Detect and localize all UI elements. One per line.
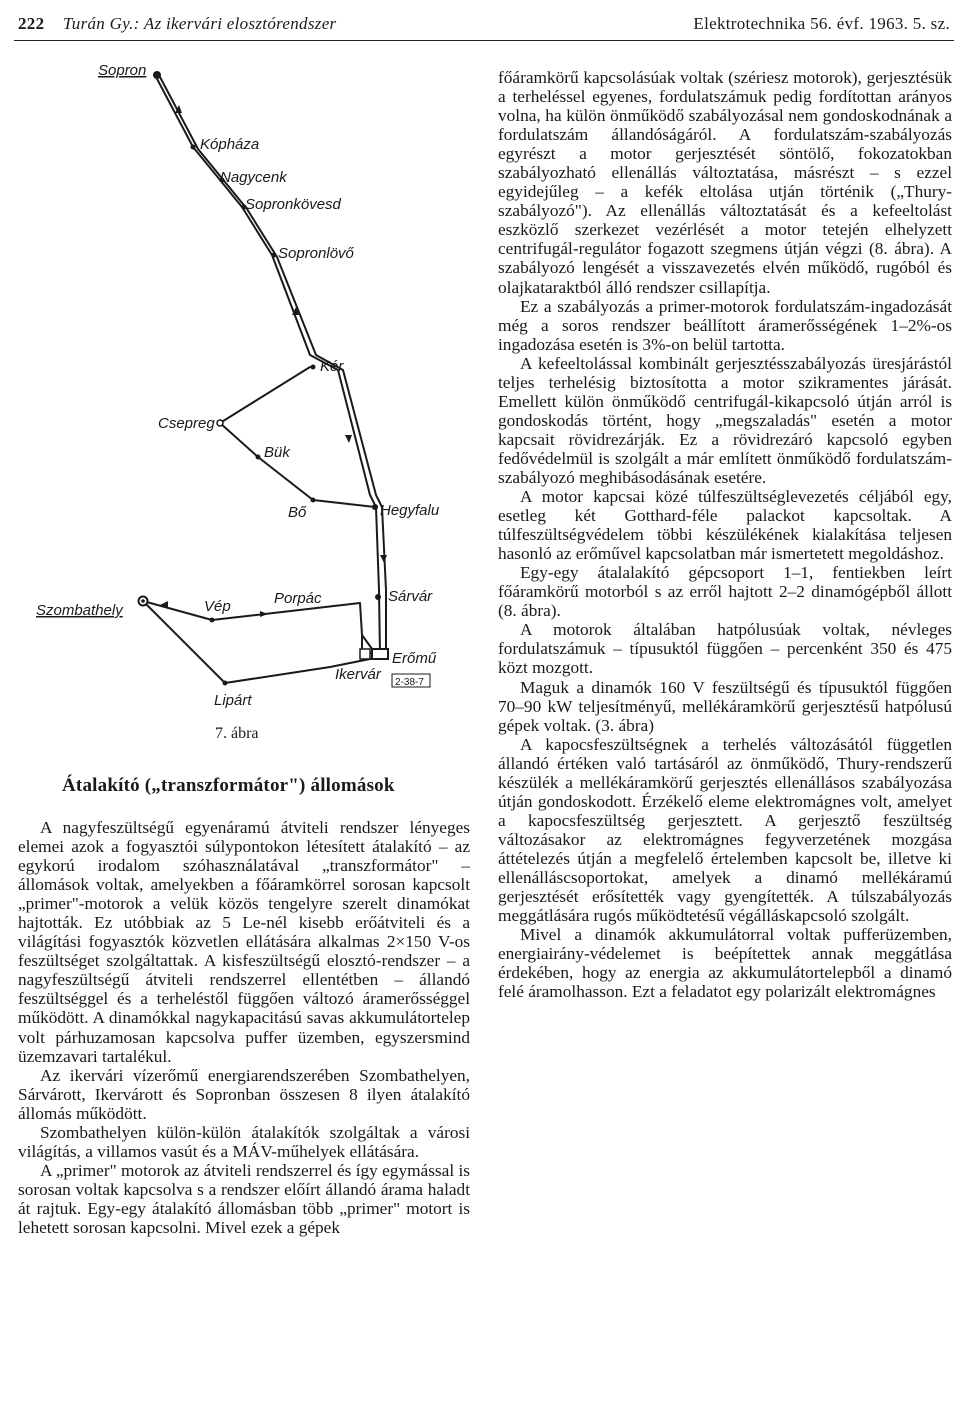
power-plant-symbol xyxy=(372,649,388,659)
paragraph: Az ikervári vízerőmű energiarendszerében Szombathelyen, Sárvárott, Ikervárott és Sopronban összesen 8 ilyen átalakító állomás működött. xyxy=(18,1065,470,1123)
label-lipart: Lipárt xyxy=(214,692,252,709)
left-column xyxy=(18,818,470,1237)
label-sarvar: Sárvár xyxy=(388,588,433,605)
paragraph: A kefeeltolással kombinált gerjesztésszabályozás üresjárástól teljes terhelésig biztosította a motor szikramentes járását. Emellett külön önműködő centrifugál-kikapcsoló útján arról is gondoskodás történt, hogy „megszaladás" esetén a motor kapcsait rövidrezárják. Ez a rövidrezáró kapcsoló egyben fedővédelmül is szolgált a már említett önműködő fordulatszám-szabályozó meghibásodásának esetére. xyxy=(498,353,952,487)
network-map-figure xyxy=(30,55,470,725)
running-title: Turán Gy.: Az ikervári elosztórendszer xyxy=(62,14,337,33)
label-sopronkovesd: Sopronkövesd xyxy=(245,196,341,213)
paragraph: A „primer" motorok az átviteli rendszerrel és így egymással is sorosan voltak kapcsolva s a rendszer előírt állandó árama haladt át rajtuk. Egy-egy átalakító állomásban több „primer" motort is lehetett sorosan kapcsolni. Mivel ezek a gépek xyxy=(18,1160,470,1237)
paragraph: Szombathelyen külön-külön átalakítók szolgáltak a városi világítás, a villamos vasút és a MÁV-műhelyek ellátására. xyxy=(18,1122,470,1161)
figure-caption: 7. ábra xyxy=(215,725,259,742)
header-rule xyxy=(14,40,954,41)
label-code: 2-38-7 xyxy=(395,677,424,688)
label-sopron: Sopron xyxy=(98,62,147,79)
label-vep: Vép xyxy=(204,598,231,615)
paragraph: Egy-egy átalalakító gépcsoport 1–1, fentiekben leírt főáramkörű motorból s az erről hajtott 2–2 dinamógépből állott (8. ábra). xyxy=(498,563,952,621)
paragraph: A kapocsfeszültségnek a terhelés változásától független állandó értéken való tartásáról az önműködő, Thury-rendszerű készülék a mellékáramkörű gerjesztés ellenállásos szabályozása útján gondoskodott. Érzékelő eleme elektromágnes volt, amelyet a kapocsfeszültség gerjesztett. A gerjesztő feszültség változásakor az elektromágnes fegyverzetének mozgása áttételezés útján a megfelelő értelemben kapcsolt be, illetve ki ellenálláscsoportokat, amelyek a dinamó mellékáramú gerjesztését erősítették vagy gyengítették. A túlszabályozás meggátlására rugós működtetésű végálláskapcsoló szolgált. xyxy=(498,734,952,926)
right-column xyxy=(498,68,952,1001)
label-porpac: Porpác xyxy=(274,590,322,607)
paragraph: főáramkörű kapcsolásúak voltak (szériesz motorok), gerjesztésük a terheléssel egyenes, fordulatszámuk pedig fordítottan arányos volna, ha külön önműködő szabályozásal nem gondoskodnának a fordulatszám állandóságáról. A fordulatszám-szabályozás egyrészt a motor gerjesztését söntölő, fokozatokban szabályozható ellenállás változtatása, másrészt – s ezzel egyidejűleg – a kefék eltolása utján történik („Thury-szabályozó"). Az ellenállás változtatását és a kefeeltolást eszközlő szerkezet vezérlését a motor tetején elhelyzett centrifugál-regulátor fogazott szegmens útján végzi (8. ábra). A szabályozó lengését a visszavezetés elvén működő, rugóból és olajkataraktból álló rendszer csillapítja. xyxy=(498,68,952,297)
label-nagycenk: Nagycenk xyxy=(220,169,287,186)
label-ikervar: Ikervár xyxy=(335,666,381,683)
line-sopron-sarvar xyxy=(155,75,380,655)
label-bo: Bő xyxy=(288,504,307,521)
label-csepreg: Csepreg xyxy=(158,415,215,432)
label-hegyfalu: Hegyfalu xyxy=(380,502,440,519)
paragraph: A motorok általában hatpólusúak voltak, névleges fordulatszámuk – típusuktól függően – percenként 350 és 475 közt mozgott. xyxy=(498,620,952,678)
paragraph: A nagyfeszültségű egyenáramú átviteli rendszer lényeges elemei azok a fogyasztói súlypontokon létesített átalakító – az egykorú irodalom szóhasználatával „transzformátor" – állomások voltak, amelyekben a főáramkörrel sorosan kapcsolt „primer"-motorok a velük közös tengelyre szerelt dinamókat hajtották. Ez utóbbiak az 5 Le-nél kisebb erőátviteli és a világítási fogyasztók közvetlen ellátására alkalmas 2×150 V-os feszültséget szolgáltattak. A kisfeszültségű elosztó-rendszer – a nagyfeszültségű átviteli rendszerrel ellentétben – állandó feszültséggel és a terheléstől függően változó áramerősséggel működött. A dinamókkal nagykapacitású savas akkumulátortelep volt párhuzamosan kapcsolva puffer üzemben, egyszersmind üzemzavari tartalékul. xyxy=(18,818,470,1066)
page-number: 222 xyxy=(18,14,45,33)
section-title: Átalakító („transzformátor") állomások xyxy=(62,775,395,796)
label-szombathely: Szombathely xyxy=(36,602,123,619)
label-kophaza: Kópháza xyxy=(200,136,260,153)
paragraph: Maguk a dinamók 160 V feszültségű és típusuktól függően 70–90 kW teljesítményű, mellékáramkörű gerjesztésű hatpólusú gépek voltak. (3. ábra) xyxy=(498,677,952,735)
line-szombathely-vep-porpac xyxy=(143,601,375,653)
label-eromu: Erőmű xyxy=(392,650,437,667)
line-sopron-sarvar-return xyxy=(160,77,386,655)
label-buk: Bük xyxy=(264,444,290,461)
label-ker: Kér xyxy=(320,358,344,375)
paragraph: A motor kapcsai közé túlfeszültséglevezetés céljából egy, esetleg két Gotthard-féle palackot kapcsoltak. A túlfeszültségvédelem többi készülékének kialakítása teljesen hasonló az erőművel kapcsolatban már ismertetett megoldáshoz. xyxy=(498,487,952,564)
journal-info: Elektrotechnika 56. évf. 1963. 5. sz. xyxy=(693,14,950,33)
paragraph: Mivel a dinamók akkumulátorral voltak pufferüzemben, energiairány-védelemet is beépítettek annak meggátlása érdekében, hogy az energia az akkumulátortelepből a dinamó felé áramolhasson. Ezt a feladatot egy polarizált elektromágnes xyxy=(498,925,952,1002)
paragraph: Ez a szabályozás a primer-motorok fordulatszám-ingadozását még a soros rendszer beállított áramerősségének 1–2%-os ingadozása esetén is 3%-on belül tartotta. xyxy=(498,296,952,354)
label-sopronlovo: Sopronlövő xyxy=(278,245,354,262)
line-csepreg-branch xyxy=(220,367,375,507)
running-header-left xyxy=(18,14,336,34)
